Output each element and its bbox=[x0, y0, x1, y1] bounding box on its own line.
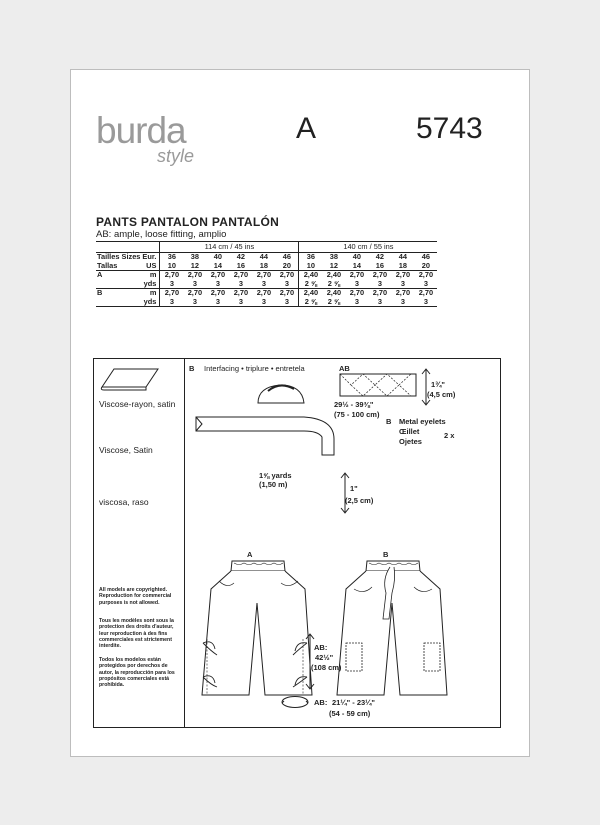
eyelets-es: Ojetes bbox=[399, 437, 422, 446]
interfacing-length-metric: (1,50 m) bbox=[259, 480, 288, 489]
yardage-cell: 2,70 bbox=[210, 288, 226, 297]
us-size: 20 bbox=[414, 262, 437, 271]
yardage-cell: 2 ⅝ bbox=[322, 280, 345, 289]
eur-size: 40 bbox=[213, 252, 222, 261]
unit-m: m bbox=[149, 270, 157, 279]
us-size: 16 bbox=[368, 262, 391, 271]
yardage-cell: 2,70 bbox=[187, 270, 203, 279]
yardage-table bbox=[96, 241, 437, 307]
interfacing-width-arrow bbox=[341, 473, 349, 513]
garment-title: PANTS PANTALON PANTALÓN bbox=[96, 215, 280, 229]
back-view-label: B bbox=[383, 550, 389, 559]
unit-yds: yds bbox=[141, 298, 159, 307]
yardage-cell: 3 bbox=[414, 298, 437, 307]
eyelets-fr: Œillet bbox=[399, 427, 420, 436]
tape-length: 29½ - 39⅜" bbox=[334, 400, 374, 409]
eur-size: 40 bbox=[352, 252, 361, 261]
unit-yds: yds bbox=[141, 280, 159, 289]
copyright-fr: Tous les modèles sont sous la protection des droits d'auteur, leur reproduction à des fins commerciales est strictement interdite. bbox=[99, 618, 174, 650]
yardage-cell: 2,70 bbox=[210, 270, 226, 279]
front-view-label: A bbox=[247, 550, 253, 559]
yardage-cell: 3 bbox=[275, 280, 299, 289]
pattern-envelope bbox=[70, 69, 530, 757]
yardage-cell: 2,70 bbox=[160, 289, 184, 298]
view-letter: A bbox=[296, 112, 317, 145]
yardage-cell: 2 ⅝ bbox=[299, 280, 323, 289]
iron-icon bbox=[254, 379, 308, 409]
tape-width-arrow bbox=[422, 369, 430, 405]
us-size: 18 bbox=[391, 262, 414, 271]
pattern-number: 5743 bbox=[416, 112, 483, 145]
yardage-cell: 2,70 bbox=[418, 288, 434, 297]
us-size: 10 bbox=[299, 262, 323, 271]
hip-label: AB: bbox=[314, 643, 328, 652]
interfacing-label: Interfacing • triplure • entretela bbox=[204, 364, 305, 373]
tape-view: AB bbox=[339, 364, 350, 373]
hem-circumference-icon bbox=[280, 695, 310, 709]
eur-size: 42 bbox=[236, 252, 245, 261]
pants-a-illustration bbox=[199, 559, 314, 697]
yardage-cell: 3 bbox=[206, 298, 229, 307]
us-size: 16 bbox=[229, 262, 252, 271]
yardage-cell: 3 bbox=[206, 280, 229, 289]
eur-size: 36 bbox=[299, 253, 323, 262]
eur-size: 44 bbox=[259, 252, 268, 261]
yardage-cell: 3 bbox=[391, 280, 414, 289]
interfacing-width: 1" bbox=[350, 484, 358, 493]
garment-description: AB: ample, loose fitting, amplio bbox=[96, 229, 227, 240]
width-140: 140 cm / 55 ins bbox=[299, 242, 438, 253]
hip-measure-arrow bbox=[306, 634, 314, 689]
brand-logo: burda bbox=[96, 110, 186, 151]
yardage-cell: 3 bbox=[345, 298, 368, 307]
eur-label: Eur. bbox=[142, 252, 157, 261]
eur-size: 42 bbox=[375, 252, 384, 261]
hem-value: 21¼" - 23¼" bbox=[332, 698, 375, 707]
tape-width-metric: (4,5 cm) bbox=[427, 390, 456, 399]
eur-size: 38 bbox=[329, 252, 338, 261]
yardage-cell: 3 bbox=[229, 298, 252, 307]
yardage-cell: 2,70 bbox=[279, 270, 295, 279]
yardage-cell: 2,40 bbox=[326, 288, 342, 297]
yardage-cell: 2 ⅝ bbox=[322, 298, 345, 307]
hem-metric: (54 - 59 cm) bbox=[329, 709, 371, 718]
fabric-bolt-icon bbox=[100, 365, 160, 391]
yardage-cell: 2,70 bbox=[418, 270, 434, 279]
yardage-cell: 2,70 bbox=[372, 288, 388, 297]
fabric-fr: Viscose, Satin bbox=[99, 445, 153, 455]
yardage-cell: 2,70 bbox=[349, 288, 365, 297]
yardage-cell: 2,70 bbox=[279, 288, 295, 297]
us-size: 10 bbox=[160, 262, 184, 271]
interfacing-view: B bbox=[189, 364, 195, 373]
eur-size: 46 bbox=[282, 252, 291, 261]
tape-length-metric: (75 - 100 cm) bbox=[334, 410, 380, 419]
us-size: 14 bbox=[345, 262, 368, 271]
eur-size: 44 bbox=[398, 252, 407, 261]
yardage-cell: 2,40 bbox=[299, 271, 323, 280]
us-label: US bbox=[141, 262, 159, 271]
interfacing-length: 1⅝ yards bbox=[259, 471, 292, 480]
yardage-cell: 2,70 bbox=[160, 271, 184, 280]
view-a-label: A bbox=[97, 270, 103, 279]
us-size: 12 bbox=[183, 262, 206, 271]
fabric-es: viscosa, raso bbox=[99, 497, 149, 507]
sizes-label: Tailles Sizes bbox=[97, 252, 141, 261]
yardage-cell: 2,70 bbox=[233, 288, 249, 297]
yardage-cell: 3 bbox=[252, 298, 275, 307]
eyelets-en: Metal eyelets bbox=[399, 417, 446, 426]
yardage-cell: 3 bbox=[252, 280, 275, 289]
fabric-en: Viscose-rayon, satin bbox=[99, 399, 176, 409]
yardage-cell: 3 bbox=[368, 298, 391, 307]
yardage-cell: 2,70 bbox=[349, 270, 365, 279]
yardage-cell: 2,70 bbox=[395, 288, 411, 297]
us-size: 14 bbox=[206, 262, 229, 271]
yardage-cell: 3 bbox=[160, 280, 184, 289]
yardage-cell: 3 bbox=[183, 298, 206, 307]
width-114: 114 cm / 45 ins bbox=[160, 242, 299, 253]
notions-panel bbox=[93, 358, 501, 728]
yardage-cell: 3 bbox=[160, 298, 184, 307]
interfacing-strip-icon bbox=[194, 409, 339, 459]
hip-value: 42½" bbox=[315, 653, 334, 662]
eyelets-view: B bbox=[386, 417, 392, 426]
yardage-cell: 3 bbox=[368, 280, 391, 289]
yardage-cell: 2 ⅝ bbox=[299, 298, 323, 307]
yardage-cell: 3 bbox=[391, 298, 414, 307]
eyelets-qty: 2 x bbox=[444, 431, 455, 440]
yardage-cell: 2,40 bbox=[326, 270, 342, 279]
eur-size: 46 bbox=[421, 252, 430, 261]
us-size: 20 bbox=[275, 262, 299, 271]
interfacing-width-metric: (2,5 cm) bbox=[345, 496, 374, 505]
yardage-cell: 2,70 bbox=[372, 270, 388, 279]
hem-label: AB: bbox=[314, 698, 328, 707]
eur-size: 36 bbox=[160, 253, 184, 262]
hip-metric: (108 cm) bbox=[311, 663, 342, 672]
yardage-cell: 2,40 bbox=[299, 289, 323, 298]
yardage-cell: 3 bbox=[345, 280, 368, 289]
brand-logo-sub: style bbox=[157, 146, 195, 166]
yardage-cell: 2,70 bbox=[256, 288, 272, 297]
yardage-cell: 2,70 bbox=[256, 270, 272, 279]
sizes-label-es: Tallas bbox=[96, 262, 141, 271]
tape-width: 1¾" bbox=[431, 380, 445, 389]
unit-m: m bbox=[149, 288, 157, 297]
us-size: 12 bbox=[322, 262, 345, 271]
view-b-label: B bbox=[97, 288, 103, 297]
yardage-cell: 2,70 bbox=[187, 288, 203, 297]
copyright-es: Todos los modelos están protegidos por derechos de autor, la reproducción para los propósitos comerciales está prohibida. bbox=[99, 657, 175, 689]
yardage-cell: 2,70 bbox=[233, 270, 249, 279]
eur-size: 38 bbox=[190, 252, 199, 261]
yardage-cell: 3 bbox=[183, 280, 206, 289]
copyright-en: All models are copyrighted. Reproduction for commercial purposes is not allowed. bbox=[99, 587, 172, 606]
yardage-cell: 3 bbox=[414, 280, 437, 289]
tape-icon bbox=[339, 373, 417, 397]
yardage-cell: 3 bbox=[275, 298, 299, 307]
fabric-column bbox=[94, 359, 185, 727]
yardage-cell: 2,70 bbox=[395, 270, 411, 279]
us-size: 18 bbox=[252, 262, 275, 271]
pants-b-illustration bbox=[334, 559, 449, 697]
yardage-cell: 3 bbox=[229, 280, 252, 289]
